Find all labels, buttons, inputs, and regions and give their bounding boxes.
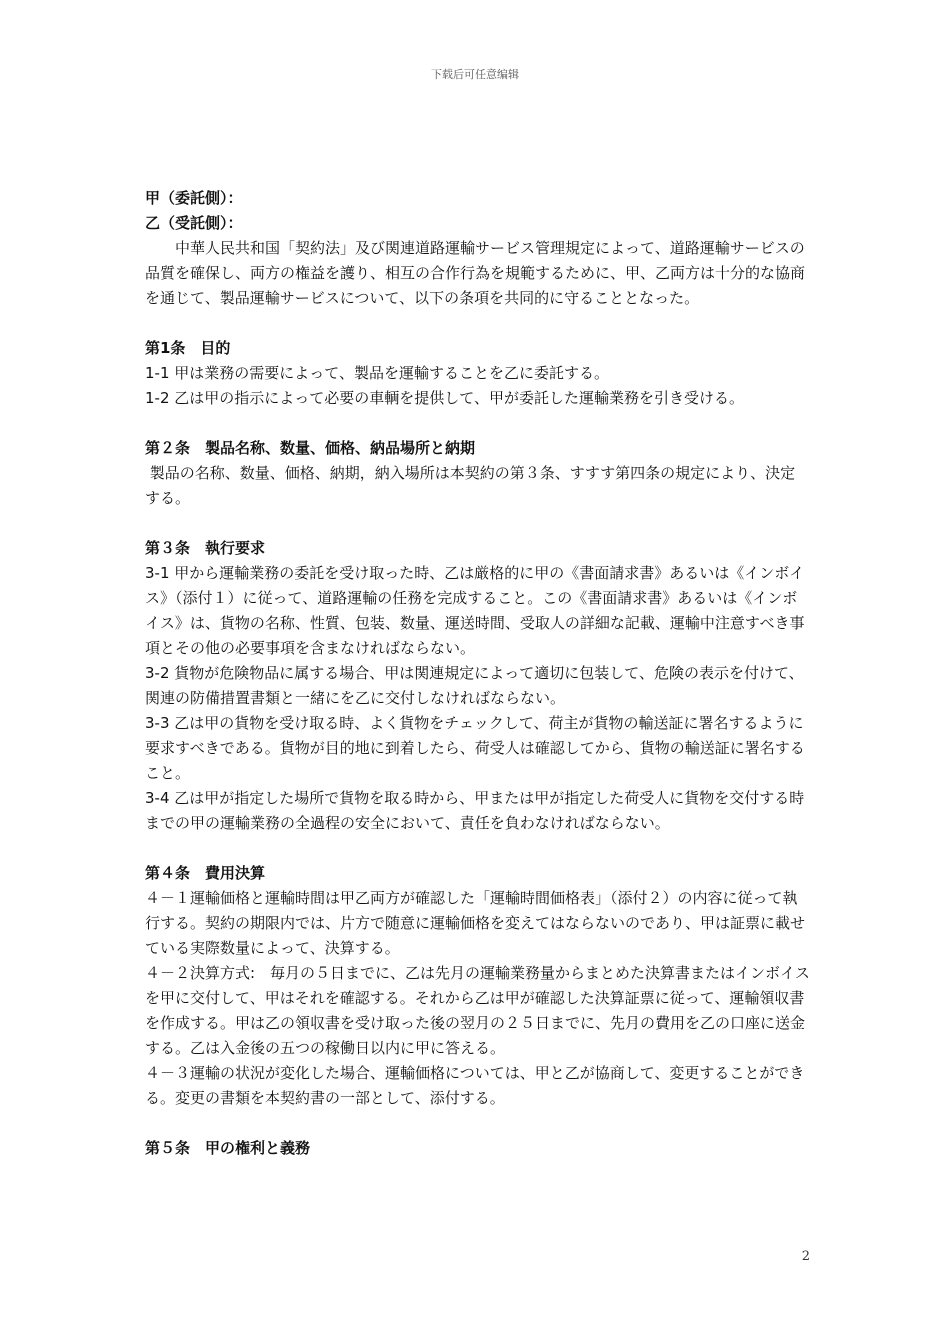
party-contractor-label: 乙（受託側）： [145, 214, 243, 232]
article-title: 第４条 費用決算 [145, 864, 266, 882]
article-paragraph: 1-1 甲は業務の需要によって、製品を運輸することを乙に委託する。 [145, 364, 609, 382]
article-paragraph: 1-2 乙は甲の指示によって必要の車輌を提供して、甲が委託した運輸業務を引き受ける。 [145, 389, 744, 407]
article-paragraph: 3-3 乙は甲の貨物を受け取る時、よく貨物をチェックして、荷主が貨物の輸送証に署名するように要求すべきである。貨物が目的地に到着したら、荷受人は確認してから、貨物の輸送証に署名すること。 [145, 714, 805, 782]
article-2 [145, 436, 810, 511]
article-4 [145, 861, 810, 1111]
page-number: 2 [801, 1249, 810, 1264]
article-5 [145, 1136, 810, 1161]
article-title: 第５条 甲の権利と義務 [145, 1139, 311, 1157]
article-paragraph: 3-4 乙は甲が指定した場所で貨物を取る時から、甲または甲が指定した荷受人に貨物を交付する時までの甲の運輸業務の全過程の安全において、責任を負わなければならない。 [145, 789, 805, 832]
article-paragraph: ４－３運輸の状況が変化した場合、運輸価格については、甲と乙が協商して、変更することができる。変更の書類を本契約書の一部として、添付する。 [145, 1064, 805, 1107]
article-title: 第1条 目的 [145, 339, 231, 357]
contract-body [145, 186, 810, 1161]
article-paragraph: ４－１運輸価格と運輸時間は甲乙両方が確認した「運輸時間価格表」（添付２）の内容に従って執行する。契約の期限内では、片方で随意に運輸価格を変えてはならないのであり、甲は証票に載せている実際数量によって、決算する。 [145, 889, 806, 957]
article-paragraph: 3-2 貨物が危険物品に属する場合、甲は関連規定によって適切に包装して、危険の表示を付けて、関連の防備措置書類と一緒にを乙に交付しなければならない。 [145, 664, 804, 707]
intro-paragraph: 中華人民共和国「契約法」及び関連道路運輸サービス管理規定によって、道路運輸サービスの品質を確保し、両方の権益を護り、相互の合作行為を規範するために、甲、乙両方は十分的な協商を通じて、製品運輸サービスについて、以下の条項を共同的に守ることとなった。 [145, 239, 806, 307]
article-title: 第２条 製品名称、数量、価格、納品場所と納期 [145, 439, 476, 457]
article-paragraph: ４－２決算方式: 毎月の５日までに、乙は先月の運輸業務量からまとめた決算書またはインボイスを甲に交付して、甲はそれを確認する。それから乙は甲が確認した決算証票に従って、運輸領収書を作成する。甲は乙の領収書を受け取った後の翌月の２５日までに、先月の費用を乙の口座に送金する。乙は入金後の五つの稼働日以内に甲に答える。 [145, 964, 810, 1057]
article-3 [145, 536, 810, 836]
article-1 [145, 336, 810, 411]
article-paragraph: 3-1 甲から運輸業務の委託を受け取った時、乙は厳格的に甲の《書面請求書》あるいは《インボイス》（添付１）に従って、道路運輸の任務を完成すること。この《書面請求書》あるいは《インボイス》は、貨物の名称、性質、包装、数量、運送時間、受取人の詳細な記載、運輸中注意すべき事項とその他の必要事項を含まなければならない。 [145, 564, 805, 657]
article-paragraph: 製品の名称、数量、価格、納期，納入場所は本契約の第３条、すすす第四条の規定により、決定する。 [145, 464, 796, 507]
party-client-label: 甲（委託側）： [145, 189, 243, 207]
article-title: 第３条 執行要求 [145, 539, 266, 557]
page-header-watermark: 下载后可任意编辑 [431, 68, 519, 81]
